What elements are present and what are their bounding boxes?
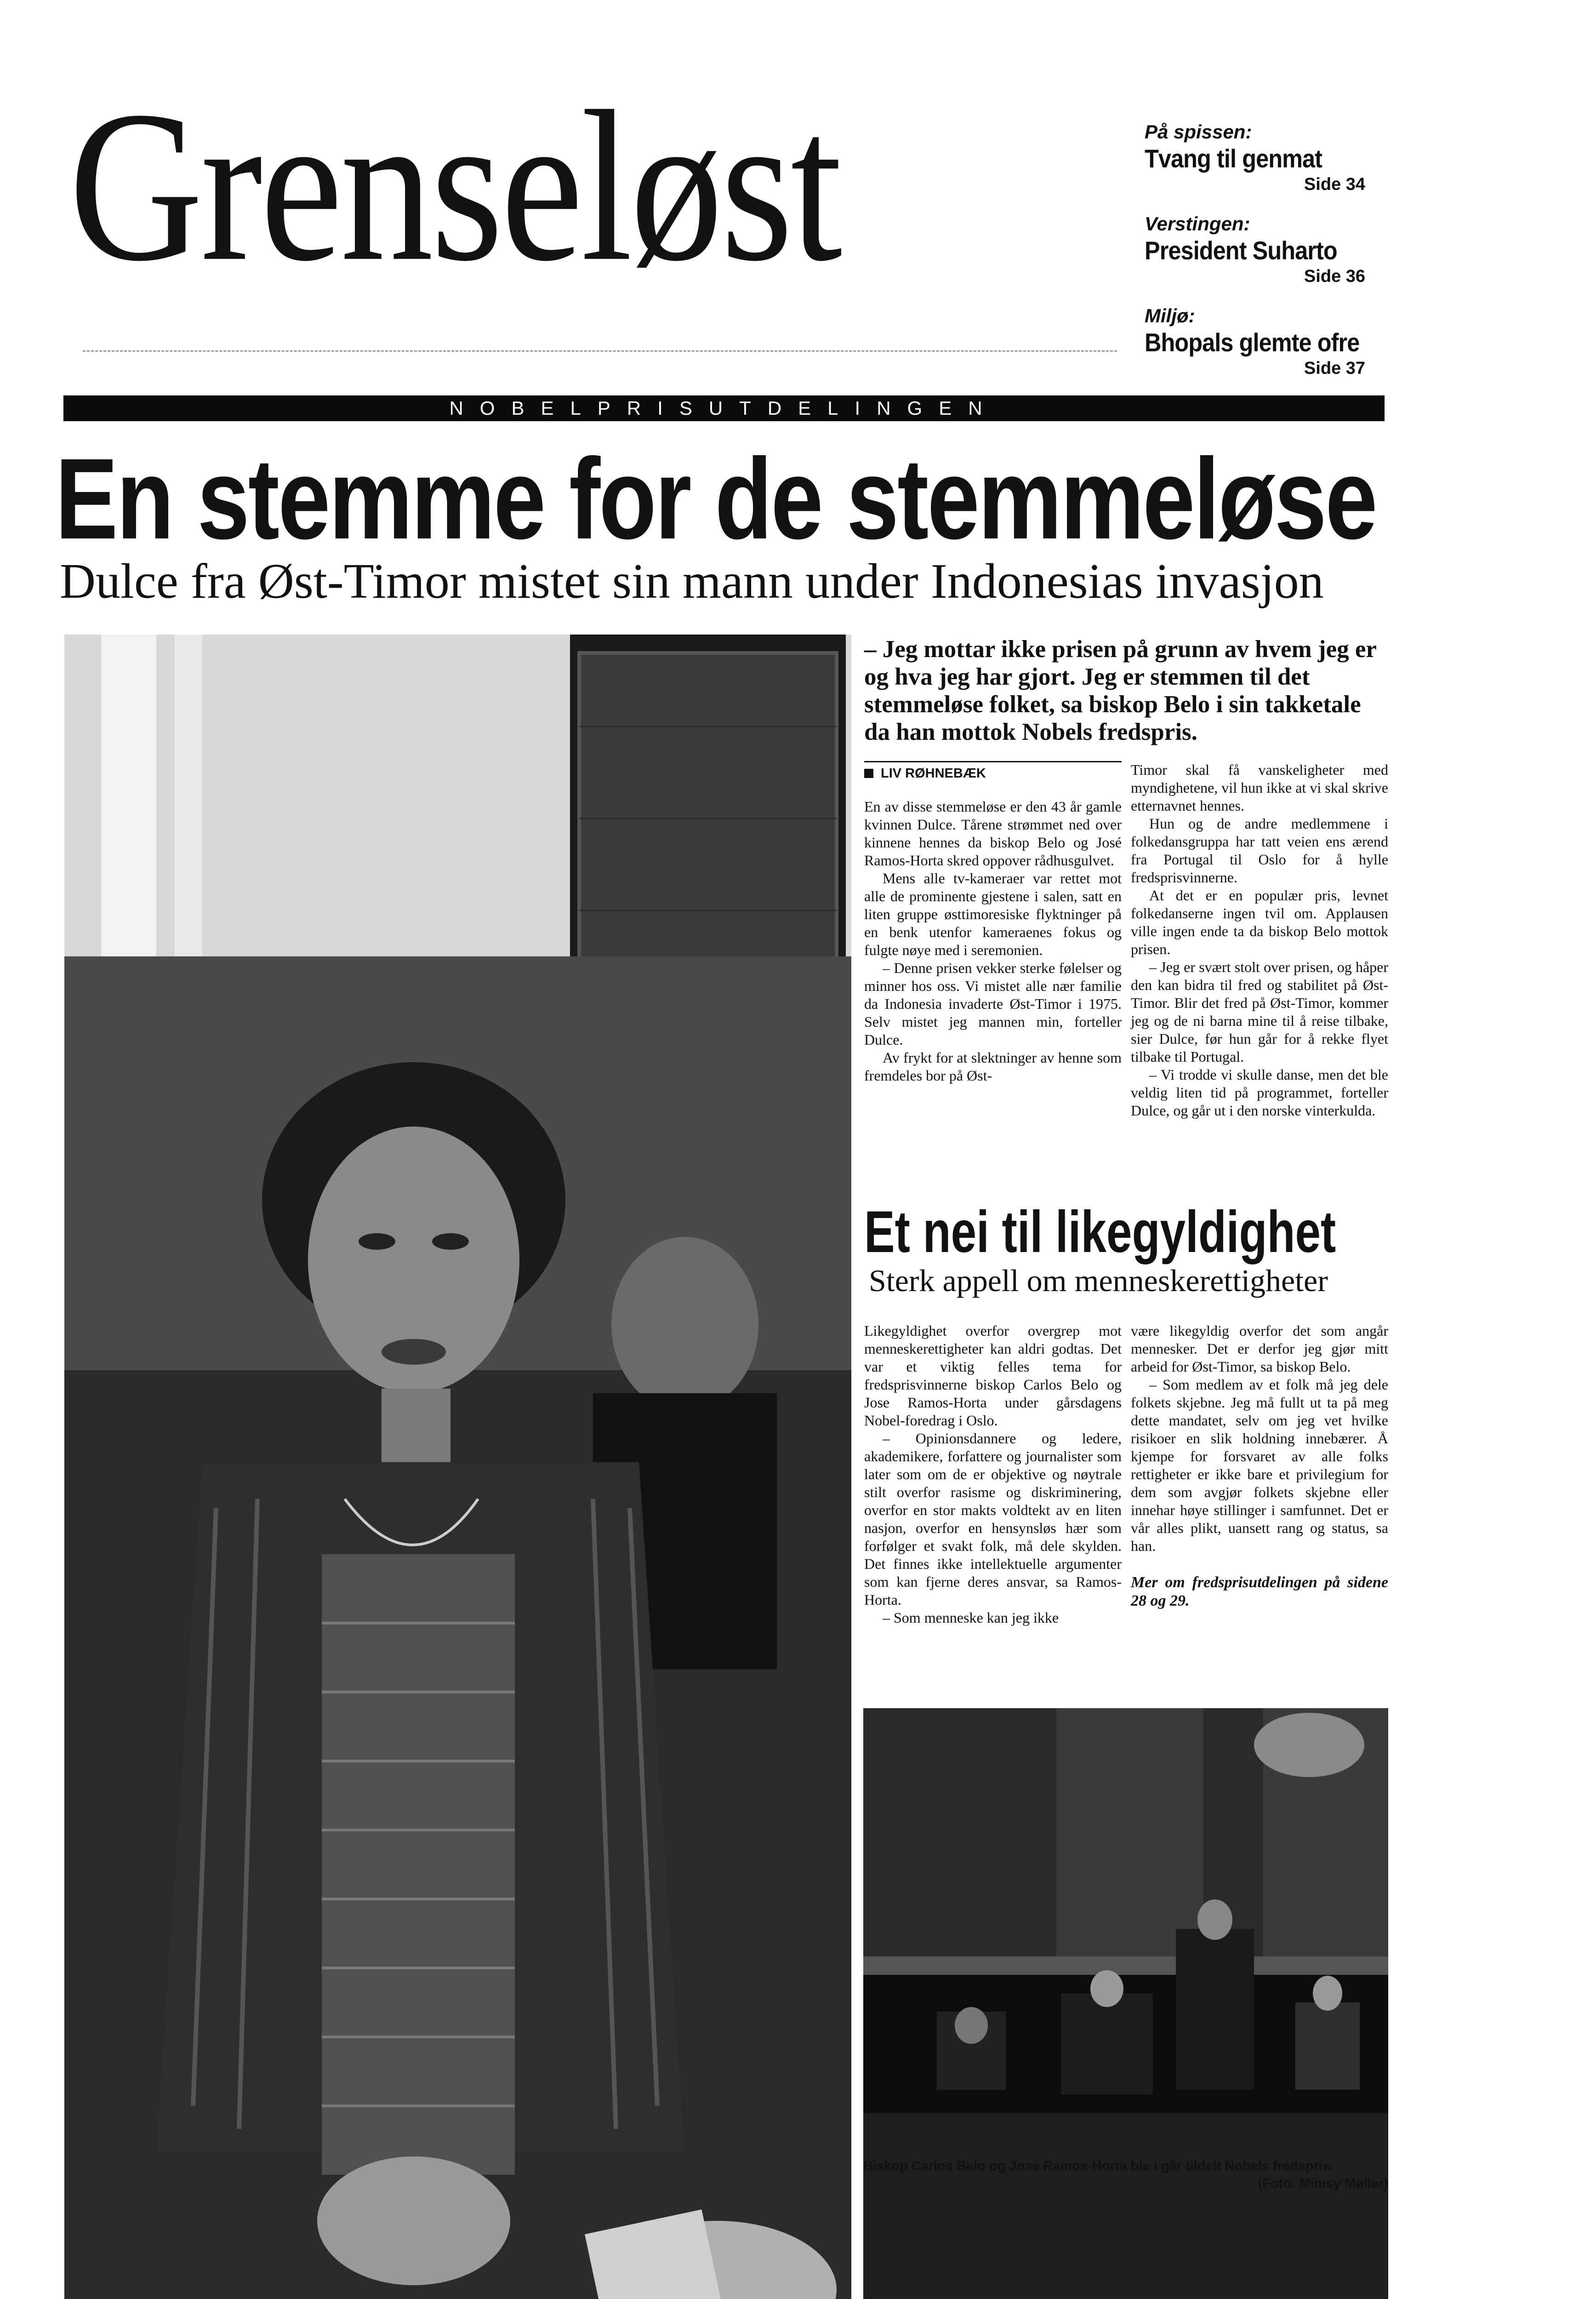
story-column-2 xyxy=(1131,761,1388,1120)
byline xyxy=(864,761,1122,783)
second-column-1 xyxy=(864,1322,1122,1627)
masthead-title: Grenseløst xyxy=(69,66,840,306)
teaser-column xyxy=(1145,120,1365,396)
masthead-rule xyxy=(83,350,1117,352)
story-lead: – Jeg mottar ikke prisen på grunn av hvem jeg er og hva jeg har gjort. Jeg er stemmen til det stemmeløse folket, sa biskop Belo i sin takketale da han mottok Nobels fredspris. xyxy=(864,636,1376,745)
ceremony-photo-caption: Biskop Carlos Belo og Jose Ramos-Horta ble i går tildelt Nobels fredspris. xyxy=(863,2159,1334,2173)
story-paragraph: Timor skal få vanskeligheter med myndighetene, vil hun ikke at vi skal skrive etternavnet hennes. xyxy=(1131,761,1388,814)
ceremony-photo-credit: (Foto: Mimsy Møller) xyxy=(1258,2176,1388,2191)
story-paragraph: – Som medlem av et folk må jeg dele folkets skjebne. Jeg må fullt ut ta på meg dette mandatet, selv om jeg vet hvilke risikoer en slik holdning innebærer. Å kjempe for forsvaret av alle folks rettigheter er ikke bare et privilegium for dem som avgjør folkets skjebne eller innehar høye stillinger i samfunnet. Det er vår alles plikt, uansett rang og status, sa han. xyxy=(1131,1376,1388,1554)
story-paragraph: At det er en populær pris, levnet folkedanserne ingen tvil om. Applausen ville ingen ende ta da biskop Belo mottok prisen. xyxy=(1131,887,1388,957)
story-paragraph: Likegyldighet overfor overgrep mot menneskerettigheter kan aldri godtas. Det var et viktig felles tema for fredsprisvinnerne biskop Carlos Belo og Jose Ramos-Horta under gårsdagens Nobel-foredrag i Oslo. xyxy=(864,1322,1122,1429)
ceremony-photo xyxy=(863,1708,1388,2299)
teaser-headline: President Suharto xyxy=(1145,236,1337,265)
story-paragraph: Mens alle tv-kameraer var rettet mot alle de prominente gjestene i salen, satt en liten gruppe østtimoresiske flyktninger på en benk utenfor kameraenes fokus og fulgte nøye med i seremonien. xyxy=(864,870,1122,958)
teaser-item[interactable] xyxy=(1145,212,1365,304)
teaser-page: Side 34 xyxy=(1304,175,1365,194)
ceremony-caption-block xyxy=(863,2157,1388,2192)
main-headline: En stemme for de stemmeløse xyxy=(55,435,1376,563)
second-headline: Et nei til likegyldighet xyxy=(864,1199,1336,1265)
bullet-square-icon xyxy=(864,769,873,778)
story-paragraph: – Opinionsdannere og ledere, akademikere, forfattere og journalister som later som om de er objektive og nøytrale stilt overfor rasisme og diskriminering, overfor en stor makts voldtekt av en liten nasjon, overfor en hensynsløs hær som forfølger et svakt folk, må dele skylden. Det finnes ikke intellektuelle argumenter som kan fjerne deres ansvar, sa Ramos-Horta. xyxy=(864,1430,1122,1608)
story-paragraph: – Denne prisen vekker sterke følelser og minner hos oss. Vi mistet alle nær familie da Indonesia invaderte Øst-Timor i 1975. Selv mistet jeg mannen min, forteller Dulce. xyxy=(864,960,1122,1048)
story-paragraph: Hun og de andre medlemmene i folkedansgruppa har tatt veien ens ærend fra Portugal til Oslo for å hylle fredsprisvinnerne. xyxy=(1131,815,1388,886)
teaser-item[interactable] xyxy=(1145,304,1365,396)
story-paragraph: Av frykt for at slektninger av henne som fremdeles bor på Øst- xyxy=(864,1049,1122,1084)
main-photo xyxy=(64,635,851,2299)
story-paragraph: – Som menneske kan jeg ikke xyxy=(883,1609,1059,1626)
story-paragraph: En av disse stemmeløse er den 43 år gamle kvinnen Dulce. Tårene strømmet ned over kinnene hennes da biskop Belo og José Ramos-Horta skred oppover rådhusgulvet. xyxy=(864,798,1122,869)
teaser-kicker: På spissen: xyxy=(1145,121,1252,143)
teaser-kicker: Miljø: xyxy=(1145,305,1195,326)
main-subhead: Dulce fra Øst-Timor mistet sin mann under Indonesias invasjon xyxy=(60,554,1324,609)
teaser-headline: Tvang til genmat xyxy=(1145,144,1322,173)
second-subhead: Sterk appell om menneskerettigheter xyxy=(869,1263,1328,1298)
story-paragraph: – Jeg er svært stolt over prisen, og håper den kan bidra til fred og stabilitet på Øst-Timor. Blir det fred på Øst-Timor, kommer jeg og de ni barna mine til å reise tilbake, sier Dulce, før hun går for å rekke flyet tilbake til Portugal. xyxy=(1131,959,1388,1065)
teaser-headline: Bhopals glemte ofre xyxy=(1145,328,1360,357)
teaser-kicker: Verstingen: xyxy=(1145,213,1250,234)
story-paragraph: – Vi trodde vi skulle danse, men det ble veldig liten tid på programmet, forteller Dulce, og går ut i den norske vinterkulda. xyxy=(1131,1066,1388,1119)
teaser-page: Side 37 xyxy=(1304,359,1365,378)
story-paragraph: være likegyldig overfor det som angår mennesker. Det er derfor jeg gjør mitt arbeid for Øst-Timor, sa biskop Belo. xyxy=(1131,1322,1388,1375)
second-column-2 xyxy=(1131,1322,1388,1610)
teaser-page: Side 36 xyxy=(1304,267,1365,286)
story-column-1 xyxy=(864,798,1122,1085)
byline-author: LIV RØHNEBÆK xyxy=(881,766,986,781)
teaser-item[interactable] xyxy=(1145,120,1365,212)
section-bar: NOBELPRISUTDELINGEN xyxy=(63,395,1385,421)
page-reference-link[interactable]: Mer om fredsprisutdelingen på sidene 28 og 29. xyxy=(1131,1574,1388,1609)
